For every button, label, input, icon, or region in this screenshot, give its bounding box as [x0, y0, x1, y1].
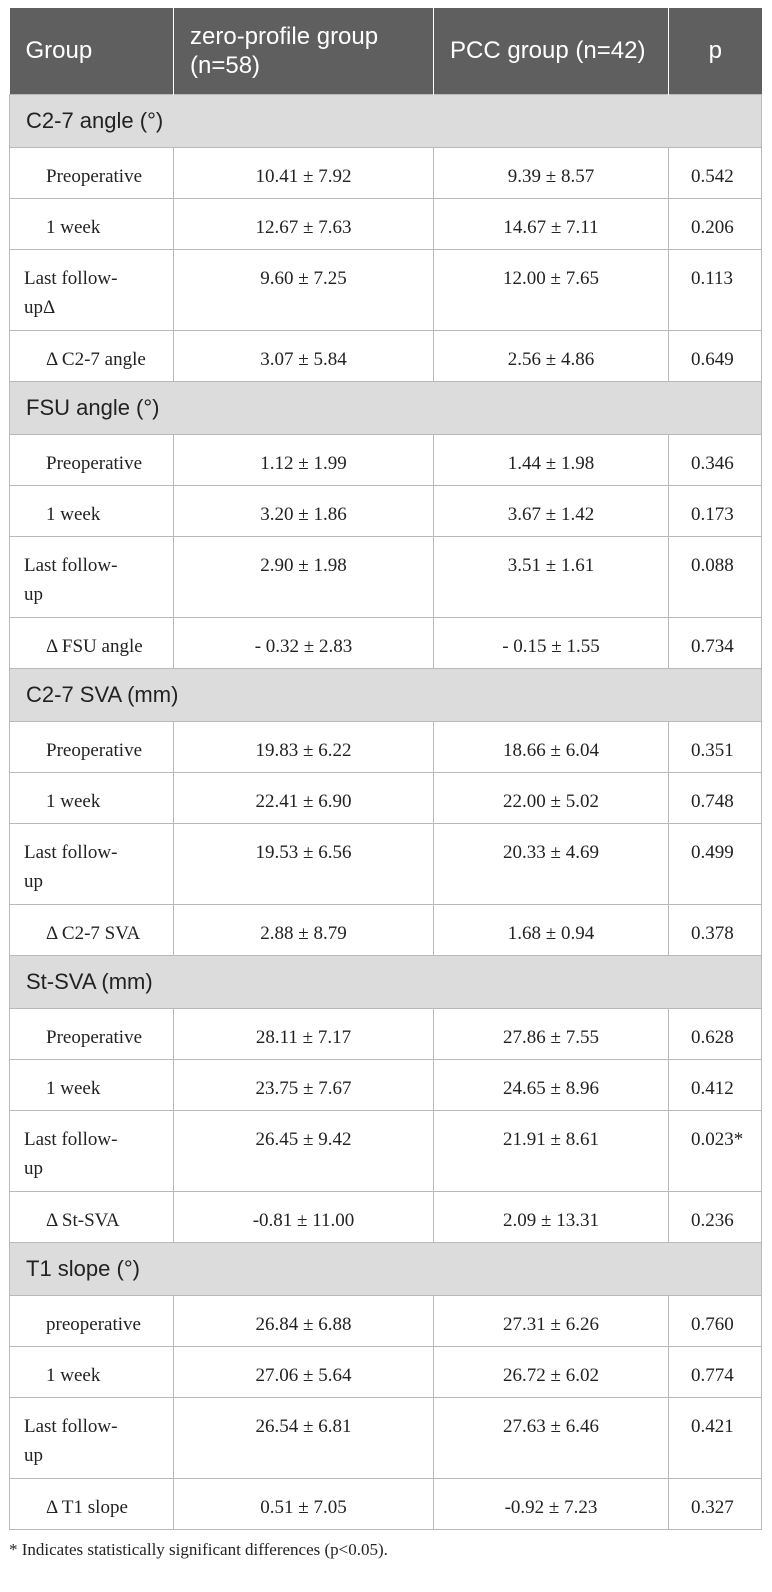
- table-row: [10, 904, 762, 955]
- table-row: [10, 1059, 762, 1110]
- row-label: Last follow-upΔ: [10, 249, 174, 330]
- row-label: 1 week: [10, 485, 174, 536]
- table-row: [10, 1110, 762, 1191]
- section-row: [10, 955, 762, 1008]
- p-value: 0.327: [669, 1478, 762, 1529]
- table-row: [10, 772, 762, 823]
- table-row: [10, 198, 762, 249]
- zero-profile-value: 26.54 ± 6.81: [174, 1397, 434, 1478]
- p-value: 0.774: [669, 1346, 762, 1397]
- pcc-value: 2.09 ± 13.31: [434, 1191, 669, 1242]
- section-title: T1 slope (°): [10, 1242, 762, 1295]
- pcc-value: 18.66 ± 6.04: [434, 721, 669, 772]
- data-table: [9, 8, 762, 1530]
- zero-profile-value: 1.12 ± 1.99: [174, 434, 434, 485]
- section-row: [10, 1242, 762, 1295]
- pcc-value: 14.67 ± 7.11: [434, 198, 669, 249]
- zero-profile-value: 27.06 ± 5.64: [174, 1346, 434, 1397]
- row-label: Δ St-SVA: [10, 1191, 174, 1242]
- zero-profile-value: 2.88 ± 8.79: [174, 904, 434, 955]
- table-row: [10, 249, 762, 330]
- header-p: p: [669, 8, 762, 94]
- table-header: [10, 8, 762, 94]
- row-label: 1 week: [10, 1059, 174, 1110]
- table-row: [10, 485, 762, 536]
- p-value: 0.499: [669, 823, 762, 904]
- table-row: [10, 536, 762, 617]
- row-label: Δ T1 slope: [10, 1478, 174, 1529]
- row-label: Preoperative: [10, 147, 174, 198]
- zero-profile-value: -0.81 ± 11.00: [174, 1191, 434, 1242]
- pcc-value: 2.56 ± 4.86: [434, 330, 669, 381]
- p-value: 0.346: [669, 434, 762, 485]
- section-row: [10, 381, 762, 434]
- zero-profile-value: 22.41 ± 6.90: [174, 772, 434, 823]
- zero-profile-value: 19.83 ± 6.22: [174, 721, 434, 772]
- p-value: 0.412: [669, 1059, 762, 1110]
- row-label: Last follow-up: [10, 823, 174, 904]
- row-label: Δ C2-7 angle: [10, 330, 174, 381]
- table-row: [10, 721, 762, 772]
- row-label: Last follow-up: [10, 536, 174, 617]
- row-label: Preoperative: [10, 1008, 174, 1059]
- pcc-value: 9.39 ± 8.57: [434, 147, 669, 198]
- zero-profile-value: 26.45 ± 9.42: [174, 1110, 434, 1191]
- table-row: [10, 330, 762, 381]
- table-row: [10, 617, 762, 668]
- zero-profile-value: 2.90 ± 1.98: [174, 536, 434, 617]
- zero-profile-value: 3.07 ± 5.84: [174, 330, 434, 381]
- header-row: [10, 8, 762, 94]
- table-row: [10, 1397, 762, 1478]
- pcc-value: - 0.15 ± 1.55: [434, 617, 669, 668]
- table-row: [10, 147, 762, 198]
- zero-profile-value: - 0.32 ± 2.83: [174, 617, 434, 668]
- table-row: [10, 1295, 762, 1346]
- zero-profile-value: 28.11 ± 7.17: [174, 1008, 434, 1059]
- p-value: 0.628: [669, 1008, 762, 1059]
- zero-profile-value: 12.67 ± 7.63: [174, 198, 434, 249]
- row-label: Last follow-up: [10, 1110, 174, 1191]
- section-row: [10, 94, 762, 147]
- p-value: 0.351: [669, 721, 762, 772]
- pcc-value: 20.33 ± 4.69: [434, 823, 669, 904]
- pcc-value: 27.63 ± 6.46: [434, 1397, 669, 1478]
- row-label: Δ C2-7 SVA: [10, 904, 174, 955]
- table-row: [10, 1346, 762, 1397]
- zero-profile-value: 26.84 ± 6.88: [174, 1295, 434, 1346]
- row-label: Last follow-up: [10, 1397, 174, 1478]
- zero-profile-value: 9.60 ± 7.25: [174, 249, 434, 330]
- section-title: FSU angle (°): [10, 381, 762, 434]
- row-label: Preoperative: [10, 434, 174, 485]
- row-label: preoperative: [10, 1295, 174, 1346]
- section-title: C2-7 SVA (mm): [10, 668, 762, 721]
- pcc-value: 3.67 ± 1.42: [434, 485, 669, 536]
- row-label: Preoperative: [10, 721, 174, 772]
- footnote: * Indicates statistically significant differences (p<0.05).: [9, 1539, 388, 1559]
- zero-profile-value: 23.75 ± 7.67: [174, 1059, 434, 1110]
- zero-profile-value: 3.20 ± 1.86: [174, 485, 434, 536]
- p-value: 0.023*: [669, 1110, 762, 1191]
- pcc-value: 1.68 ± 0.94: [434, 904, 669, 955]
- pcc-value: 27.86 ± 7.55: [434, 1008, 669, 1059]
- table-row: [10, 434, 762, 485]
- p-value: 0.236: [669, 1191, 762, 1242]
- section-title: St-SVA (mm): [10, 955, 762, 1008]
- pcc-value: 26.72 ± 6.02: [434, 1346, 669, 1397]
- section-title: C2-7 angle (°): [10, 94, 762, 147]
- row-label: Δ FSU angle: [10, 617, 174, 668]
- zero-profile-value: 0.51 ± 7.05: [174, 1478, 434, 1529]
- table-body: [10, 94, 762, 1529]
- p-value: 0.378: [669, 904, 762, 955]
- header-zero-profile: zero-profile group (n=58): [174, 8, 434, 94]
- pcc-value: 1.44 ± 1.98: [434, 434, 669, 485]
- p-value: 0.542: [669, 147, 762, 198]
- p-value: 0.113: [669, 249, 762, 330]
- p-value: 0.173: [669, 485, 762, 536]
- pcc-value: 27.31 ± 6.26: [434, 1295, 669, 1346]
- pcc-value: 3.51 ± 1.61: [434, 536, 669, 617]
- p-value: 0.421: [669, 1397, 762, 1478]
- pcc-value: 22.00 ± 5.02: [434, 772, 669, 823]
- row-label: 1 week: [10, 772, 174, 823]
- table-container: [9, 8, 761, 1560]
- section-row: [10, 668, 762, 721]
- zero-profile-value: 19.53 ± 6.56: [174, 823, 434, 904]
- table-row: [10, 1008, 762, 1059]
- p-value: 0.206: [669, 198, 762, 249]
- p-value: 0.734: [669, 617, 762, 668]
- pcc-value: 24.65 ± 8.96: [434, 1059, 669, 1110]
- p-value: 0.649: [669, 330, 762, 381]
- header-group: Group: [10, 8, 174, 94]
- p-value: 0.088: [669, 536, 762, 617]
- p-value: 0.748: [669, 772, 762, 823]
- row-label: 1 week: [10, 198, 174, 249]
- table-row: [10, 1478, 762, 1529]
- table-row: [10, 1191, 762, 1242]
- pcc-value: 21.91 ± 8.61: [434, 1110, 669, 1191]
- zero-profile-value: 10.41 ± 7.92: [174, 147, 434, 198]
- header-pcc: PCC group (n=42): [434, 8, 669, 94]
- p-value: 0.760: [669, 1295, 762, 1346]
- table-row: [10, 823, 762, 904]
- pcc-value: 12.00 ± 7.65: [434, 249, 669, 330]
- row-label: 1 week: [10, 1346, 174, 1397]
- pcc-value: -0.92 ± 7.23: [434, 1478, 669, 1529]
